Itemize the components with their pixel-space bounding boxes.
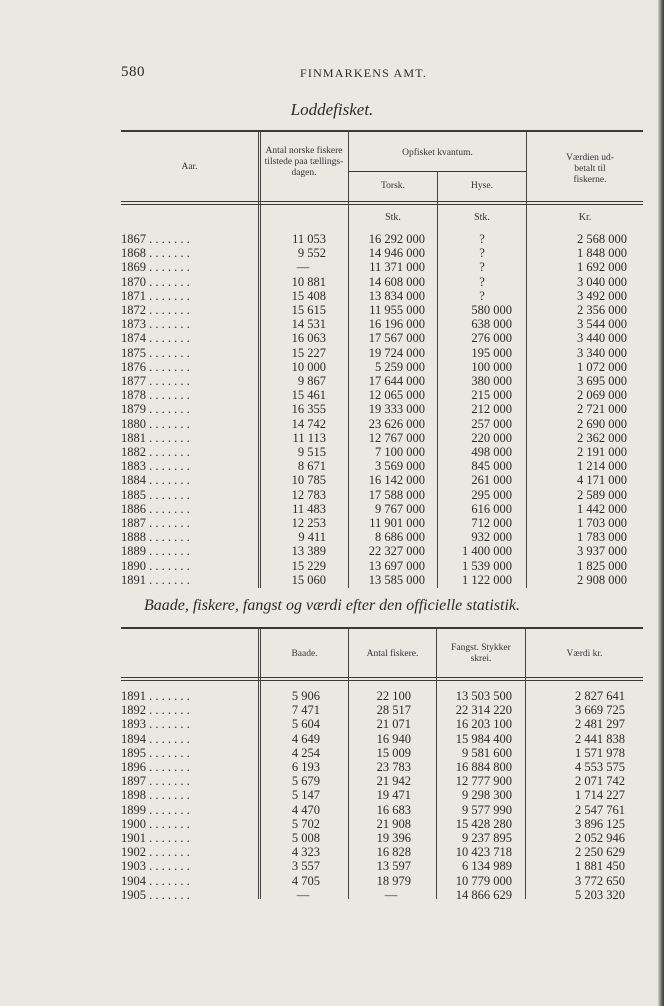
cell-torsk: 17 644 000 — [368, 374, 425, 388]
cell-year: 1903 . . . . . . . — [121, 859, 190, 874]
table-row — [0, 260, 664, 274]
table2-header-fiskere: Antal fiskere. — [366, 649, 419, 659]
cell-torsk: 17 588 000 — [368, 487, 425, 502]
cell-torsk: 12 767 000 — [368, 430, 425, 445]
table-row — [0, 732, 664, 746]
table1-header-opfisket: Opfisket kvantum. — [402, 148, 473, 158]
table-row — [0, 803, 664, 817]
cell-fiskere: 22 100 — [376, 689, 411, 703]
cell-hyse: 1 400 000 — [462, 544, 512, 559]
table1-unit-torsk: Stk. — [385, 212, 401, 223]
cell-fiskere: 15 227 — [291, 345, 326, 360]
cell-fiskere: 11 483 — [292, 501, 326, 516]
table-row — [0, 331, 664, 345]
cell-year: 1884 . . . . . . . — [121, 473, 190, 488]
cell-fangst: 9 577 990 — [462, 802, 512, 817]
cell-year: 1877 . . . . . . . — [121, 374, 190, 388]
cell-fangst: 10 779 000 — [455, 873, 512, 888]
cell-fiskere: — — [296, 260, 310, 275]
cell-fiskere: 21 942 — [376, 774, 411, 789]
cell-hyse: 100 000 — [471, 359, 512, 374]
cell-hyse: 380 000 — [471, 374, 512, 388]
cell-fiskere: 8 671 — [297, 459, 326, 474]
table2-header-rule — [121, 677, 643, 678]
cell-vaerdi: 2 356 000 — [577, 303, 627, 317]
cell-vaerdi: 2 481 297 — [575, 717, 625, 732]
cell-vaerdi: 4 171 000 — [577, 473, 627, 488]
cell-vaerdi: 2 589 000 — [577, 487, 627, 502]
cell-fiskere: 16 940 — [376, 731, 411, 746]
table-row — [0, 388, 664, 402]
cell-vaerdi: 2 908 000 — [577, 572, 627, 587]
cell-fangst: 14 866 629 — [455, 887, 512, 902]
cell-baade: 5 147 — [291, 788, 320, 803]
cell-year: 1874 . . . . . . . — [121, 331, 190, 346]
table-row — [0, 774, 664, 788]
cell-vaerdi: 2 441 838 — [575, 731, 625, 746]
table-row — [0, 246, 664, 260]
cell-vaerdi: 2 827 641 — [575, 689, 625, 703]
table2-header-baade: Baade. — [291, 649, 318, 659]
cell-torsk: 16 292 000 — [368, 232, 425, 246]
cell-hyse: 580 000 — [471, 303, 512, 317]
cell-torsk: 13 834 000 — [368, 288, 425, 303]
cell-fiskere: 18 979 — [376, 873, 411, 888]
table-row — [0, 431, 664, 445]
table1-title: Loddefisket. — [290, 100, 374, 119]
cell-year: 1893 . . . . . . . — [121, 717, 190, 732]
cell-year: 1901 . . . . . . . — [121, 831, 190, 845]
table-row — [0, 689, 664, 703]
cell-vaerdi: 1 692 000 — [577, 260, 627, 275]
cell-torsk: 9 767 000 — [375, 501, 425, 516]
cell-year: 1876 . . . . . . . — [121, 359, 190, 374]
cell-year: 1897 . . . . . . . — [121, 774, 190, 789]
cell-year: 1892 . . . . . . . — [121, 703, 190, 718]
cell-fiskere: 16 828 — [376, 845, 411, 860]
cell-fiskere: 15 615 — [291, 303, 326, 317]
cell-fiskere: 9 515 — [297, 445, 326, 459]
table1-header-fiskere: Antal norske fiskere tilstede paa tællings-dagen. — [264, 146, 344, 178]
cell-hyse: 616 000 — [471, 501, 512, 516]
cell-vaerdi: 2 052 946 — [575, 831, 625, 845]
cell-hyse: ? — [479, 288, 485, 303]
cell-vaerdi: 2 071 742 — [575, 774, 625, 789]
table2-header-rule-2 — [121, 680, 643, 681]
cell-fiskere: 16 063 — [291, 331, 326, 346]
cell-fiskere: 15 229 — [291, 558, 326, 573]
cell-torsk: 16 142 000 — [368, 473, 425, 488]
cell-vaerdi: 1 072 000 — [577, 359, 627, 374]
cell-hyse: 220 000 — [471, 430, 512, 445]
cell-torsk: 8 686 000 — [375, 530, 425, 545]
cell-torsk: 17 567 000 — [368, 331, 425, 346]
cell-vaerdi: 1 571 978 — [575, 745, 625, 760]
table-row — [0, 703, 664, 717]
cell-fiskere: 10 785 — [291, 473, 326, 488]
table-row — [0, 888, 664, 902]
table1-unit-hyse: Stk. — [474, 212, 490, 223]
cell-hyse: 195 000 — [471, 345, 512, 360]
table-row — [0, 717, 664, 731]
cell-vaerdi: 2 568 000 — [577, 232, 627, 246]
table2-top-rule — [121, 627, 643, 629]
table-row — [0, 817, 664, 831]
cell-year: 1894 . . . . . . . — [121, 731, 190, 746]
table-row — [0, 417, 664, 431]
table-row — [0, 874, 664, 888]
cell-vaerdi: 3 669 725 — [575, 703, 625, 718]
table1-header-hyse: Hyse. — [471, 181, 493, 191]
cell-hyse: ? — [479, 232, 485, 246]
table-row — [0, 845, 664, 859]
table-row — [0, 530, 664, 544]
cell-fiskere: 15 009 — [376, 745, 411, 760]
table2-header-fangst: Fangst. Stykker skrei. — [451, 643, 511, 664]
cell-torsk: 11 371 000 — [369, 260, 425, 275]
cell-hyse: 276 000 — [471, 331, 512, 346]
cell-fiskere: 10 881 — [291, 274, 326, 289]
running-head: FINMARKENS AMT. — [300, 66, 428, 80]
cell-year: 1867 . . . . . . . — [121, 232, 190, 246]
cell-baade: 4 323 — [291, 845, 320, 860]
table-row — [0, 516, 664, 530]
table1-unit-vaerdi: Kr. — [578, 212, 592, 223]
cell-year: 1899 . . . . . . . — [121, 802, 190, 817]
table-row — [0, 473, 664, 487]
cell-year: 1872 . . . . . . . — [121, 303, 190, 317]
cell-year: 1871 . . . . . . . — [121, 288, 190, 303]
cell-fangst: 15 984 400 — [455, 731, 512, 746]
table-row — [0, 746, 664, 760]
cell-year: 1882 . . . . . . . — [121, 445, 190, 459]
cell-year: 1887 . . . . . . . — [121, 516, 190, 530]
cell-fiskere: 16 683 — [376, 802, 411, 817]
cell-baade: 5 906 — [291, 689, 320, 703]
cell-torsk: 3 569 000 — [375, 459, 425, 474]
cell-fangst: 9 237 895 — [462, 831, 512, 845]
cell-year: 1880 . . . . . . . — [121, 416, 190, 431]
table-row — [0, 374, 664, 388]
cell-baade: 5 604 — [291, 717, 320, 732]
cell-year: 1881 . . . . . . . — [121, 430, 190, 445]
table-row — [0, 317, 664, 331]
cell-year: 1868 . . . . . . . — [121, 246, 190, 261]
cell-fiskere: 12 253 — [291, 516, 326, 530]
cell-year: 1891 . . . . . . . — [121, 572, 190, 587]
cell-vaerdi: 3 896 125 — [575, 816, 625, 831]
cell-torsk: 19 724 000 — [368, 345, 425, 360]
table-row — [0, 859, 664, 873]
cell-hyse: ? — [479, 246, 485, 261]
cell-baade: 7 471 — [291, 703, 320, 718]
cell-hyse: 932 000 — [471, 530, 512, 545]
cell-fangst: 13 503 500 — [455, 689, 512, 703]
cell-year: 1904 . . . . . . . — [121, 873, 190, 888]
cell-torsk: 23 626 000 — [368, 416, 425, 431]
cell-fangst: 9 581 600 — [462, 745, 512, 760]
cell-vaerdi: 3 440 000 — [577, 331, 627, 346]
cell-vaerdi: 1 848 000 — [577, 246, 627, 261]
cell-hyse: 498 000 — [471, 445, 512, 459]
cell-year: 1873 . . . . . . . — [121, 317, 190, 332]
cell-vaerdi: 1 442 000 — [577, 501, 627, 516]
cell-year: 1895 . . . . . . . — [121, 745, 190, 760]
cell-fiskere: 21 908 — [376, 816, 411, 831]
table2-header-vaerdi: Værdi kr. — [566, 649, 603, 659]
cell-fiskere: 15 060 — [291, 572, 326, 587]
cell-vaerdi: 1 881 450 — [575, 859, 625, 874]
cell-year: 1900 . . . . . . . — [121, 816, 190, 831]
cell-hyse: 257 000 — [471, 416, 512, 431]
cell-vaerdi: 2 191 000 — [577, 445, 627, 459]
cell-baade: 3 557 — [291, 859, 320, 874]
table-row — [0, 559, 664, 573]
cell-year: 1896 . . . . . . . — [121, 760, 190, 774]
cell-vaerdi: 2 721 000 — [577, 402, 627, 417]
cell-fiskere: 9 411 — [298, 530, 326, 545]
table-row — [0, 445, 664, 459]
cell-hyse: ? — [479, 260, 485, 275]
table-row — [0, 760, 664, 774]
table1-header-vaerdi: Værdien ud-betalt til fiskerne. — [566, 153, 614, 185]
cell-hyse: 638 000 — [471, 317, 512, 332]
cell-torsk: 13 585 000 — [368, 572, 425, 587]
table1-top-rule — [121, 130, 643, 132]
cell-fiskere: 15 408 — [291, 288, 326, 303]
cell-fiskere: 15 461 — [291, 388, 326, 403]
cell-year: 1891 . . . . . . . — [121, 689, 190, 703]
cell-year: 1889 . . . . . . . — [121, 544, 190, 559]
cell-baade: 4 649 — [291, 731, 320, 746]
cell-torsk: 7 100 000 — [375, 445, 425, 459]
cell-year: 1879 . . . . . . . — [121, 402, 190, 417]
cell-fangst: 9 298 300 — [462, 788, 512, 803]
cell-fiskere: 23 783 — [376, 760, 411, 774]
table1-header-rule — [121, 201, 643, 202]
cell-vaerdi: 3 695 000 — [577, 374, 627, 388]
page-number: 580 — [121, 64, 145, 80]
cell-year: 1883 . . . . . . . — [121, 459, 190, 474]
cell-fiskere: 28 517 — [376, 703, 411, 718]
cell-baade: — — [296, 887, 310, 902]
table-row — [0, 360, 664, 374]
cell-fiskere: — — [384, 887, 398, 902]
table-row — [0, 788, 664, 802]
cell-fangst: 22 314 220 — [455, 703, 512, 718]
table1-header-rule-2 — [121, 204, 643, 205]
cell-hyse: 215 000 — [471, 388, 512, 403]
cell-year: 1886 . . . . . . . — [121, 501, 190, 516]
cell-vaerdi: 1 703 000 — [577, 516, 627, 530]
cell-hyse: 1 539 000 — [462, 558, 512, 573]
cell-baade: 4 254 — [291, 745, 320, 760]
cell-baade: 5 008 — [291, 831, 320, 845]
cell-fiskere: 9 552 — [297, 246, 326, 261]
cell-year: 1885 . . . . . . . — [121, 487, 190, 502]
cell-fiskere: 14 531 — [291, 317, 326, 332]
cell-vaerdi: 1 214 000 — [577, 459, 627, 474]
table-row — [0, 544, 664, 558]
cell-fiskere: 21 071 — [376, 717, 411, 732]
cell-fiskere: 11 053 — [292, 232, 326, 246]
table-row — [0, 346, 664, 360]
cell-year: 1875 . . . . . . . — [121, 345, 190, 360]
cell-baade: 4 470 — [291, 802, 320, 817]
table-row — [0, 275, 664, 289]
cell-vaerdi: 4 553 575 — [575, 760, 625, 774]
table-row — [0, 502, 664, 516]
cell-baade: 4 705 — [291, 873, 320, 888]
cell-torsk: 19 333 000 — [368, 402, 425, 417]
cell-fiskere: 19 471 — [376, 788, 411, 803]
cell-hyse: ? — [479, 274, 485, 289]
cell-vaerdi: 3 772 650 — [575, 873, 625, 888]
cell-torsk: 5 259 000 — [375, 359, 425, 374]
cell-fiskere: 12 783 — [291, 487, 326, 502]
cell-vaerdi: 3 492 000 — [577, 288, 627, 303]
cell-hyse: 1 122 000 — [462, 572, 512, 587]
cell-vaerdi: 3 937 000 — [577, 544, 627, 559]
cell-fangst: 16 884 800 — [455, 760, 512, 774]
cell-fiskere: 10 000 — [291, 359, 326, 374]
cell-torsk: 16 196 000 — [368, 317, 425, 332]
cell-fiskere: 13 597 — [376, 859, 411, 874]
cell-torsk: 22 327 000 — [368, 544, 425, 559]
cell-torsk: 14 946 000 — [368, 246, 425, 261]
cell-torsk: 11 955 000 — [369, 303, 425, 317]
cell-torsk: 11 901 000 — [369, 516, 425, 530]
cell-vaerdi: 2 069 000 — [577, 388, 627, 403]
table-row — [0, 573, 664, 587]
cell-hyse: 712 000 — [471, 516, 512, 530]
table-row — [0, 303, 664, 317]
cell-vaerdi: 2 690 000 — [577, 416, 627, 431]
table1-header-torsk: Torsk. — [381, 181, 405, 191]
cell-year: 1888 . . . . . . . — [121, 530, 190, 545]
cell-fiskere: 19 396 — [376, 831, 411, 845]
cell-hyse: 212 000 — [471, 402, 512, 417]
cell-fangst: 12 777 900 — [455, 774, 512, 789]
table-row — [0, 289, 664, 303]
cell-year: 1878 . . . . . . . — [121, 388, 190, 403]
cell-fangst: 6 134 989 — [462, 859, 512, 874]
cell-torsk: 14 608 000 — [368, 274, 425, 289]
cell-vaerdi: 2 362 000 — [577, 430, 627, 445]
cell-baade: 6 193 — [291, 760, 320, 774]
table-row — [0, 459, 664, 473]
cell-fiskere: 9 867 — [297, 374, 326, 388]
cell-year: 1898 . . . . . . . — [121, 788, 190, 803]
cell-vaerdi: 2 250 629 — [575, 845, 625, 860]
table2-title: Baade, fiskere, fangst og værdi efter den officielle statistik. — [143, 597, 521, 614]
cell-fiskere: 16 355 — [291, 402, 326, 417]
cell-torsk: 13 697 000 — [368, 558, 425, 573]
cell-fiskere: 13 389 — [291, 544, 326, 559]
cell-hyse: 845 000 — [471, 459, 512, 474]
table-row — [0, 488, 664, 502]
cell-hyse: 295 000 — [471, 487, 512, 502]
cell-vaerdi: 2 547 761 — [575, 802, 625, 817]
cell-vaerdi: 5 203 320 — [575, 887, 625, 902]
cell-year: 1869 . . . . . . . — [121, 260, 190, 275]
cell-fangst: 15 428 280 — [455, 816, 512, 831]
cell-vaerdi: 1 783 000 — [577, 530, 627, 545]
table-row — [0, 831, 664, 845]
cell-year: 1905 . . . . . . . — [121, 887, 190, 902]
cell-fiskere: 11 113 — [292, 430, 326, 445]
cell-fangst: 10 423 718 — [455, 845, 512, 860]
cell-vaerdi: 1 825 000 — [577, 558, 627, 573]
cell-baade: 5 679 — [291, 774, 320, 789]
cell-year: 1902 . . . . . . . — [121, 845, 190, 860]
cell-vaerdi: 3 040 000 — [577, 274, 627, 289]
cell-fiskere: 14 742 — [291, 416, 326, 431]
cell-fangst: 16 203 100 — [455, 717, 512, 732]
cell-hyse: 261 000 — [471, 473, 512, 488]
cell-vaerdi: 1 714 227 — [575, 788, 625, 803]
cell-baade: 5 702 — [291, 816, 320, 831]
cell-vaerdi: 3 340 000 — [577, 345, 627, 360]
cell-vaerdi: 3 544 000 — [577, 317, 627, 332]
cell-year: 1890 . . . . . . . — [121, 558, 190, 573]
cell-torsk: 12 065 000 — [368, 388, 425, 403]
table-row — [0, 402, 664, 416]
table1-header-aar: Aar. — [181, 162, 198, 172]
table-row — [0, 232, 664, 246]
cell-year: 1870 . . . . . . . — [121, 274, 190, 289]
